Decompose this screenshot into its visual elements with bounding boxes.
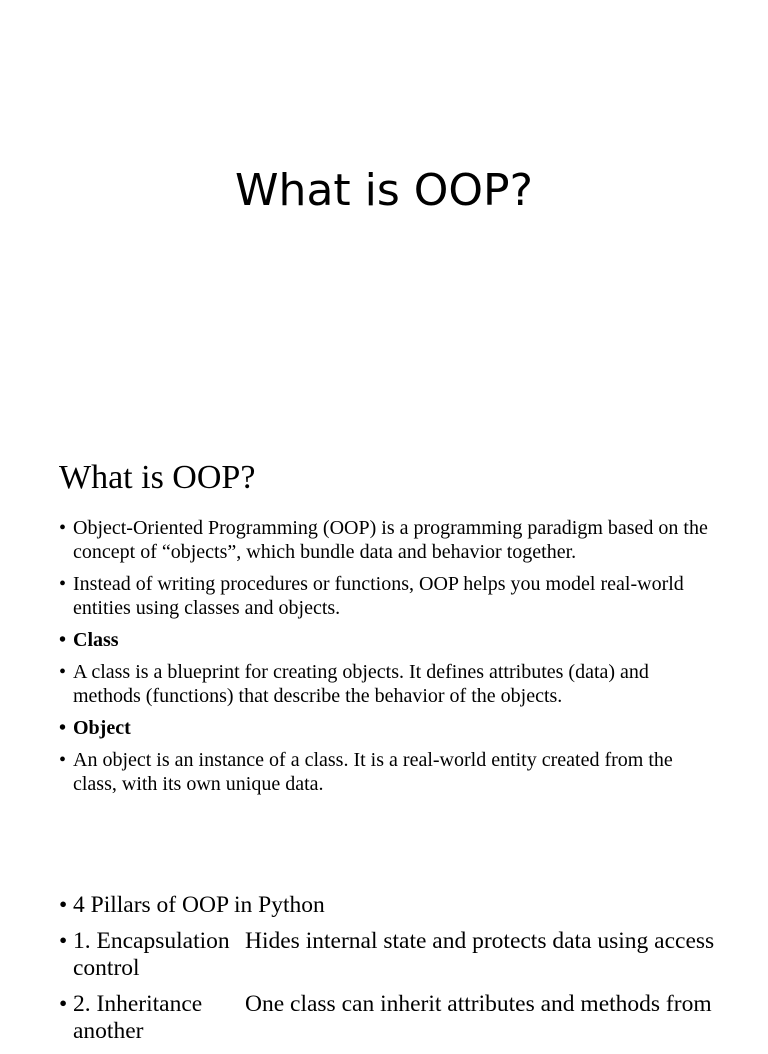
slide-heading: What is OOP?	[59, 459, 256, 496]
bullet-item-object-heading: • Object	[59, 716, 709, 740]
pillars-heading: • 4 Pillars of OOP in Python	[59, 892, 719, 919]
bullet-item: • Object-Oriented Programming (OOP) is a programming paradigm based on the concept of “objects”, which bundle data and behavior together.	[59, 516, 709, 564]
pillar-item	[59, 928, 719, 982]
bullet-item: • An object is an instance of a class. It is a real-world entity created from the class, with its own unique data.	[59, 748, 709, 796]
bullet-list	[59, 516, 709, 804]
pillar-item	[59, 991, 719, 1045]
pillar-description: One class can inherit attributes and methods from another	[73, 991, 712, 1044]
pillar-name: 2. Inheritance	[73, 991, 203, 1017]
slide-title: What is OOP?	[235, 165, 533, 216]
bullet-item: • Instead of writing procedures or functions, OOP helps you model real-world entities using classes and objects.	[59, 572, 709, 620]
pillar-description: Hides internal state and protects data using access control	[73, 928, 715, 981]
bullet-item: • A class is a blueprint for creating objects. It defines attributes (data) and methods (functions) that describe the behavior of the objects.	[59, 660, 709, 708]
bullet-item-class-heading: • Class	[59, 628, 709, 652]
pillar-name: 1. Encapsulation	[73, 928, 230, 954]
pillars-list	[59, 892, 719, 1054]
content-slide	[0, 440, 768, 1044]
title-slide	[0, 0, 768, 420]
